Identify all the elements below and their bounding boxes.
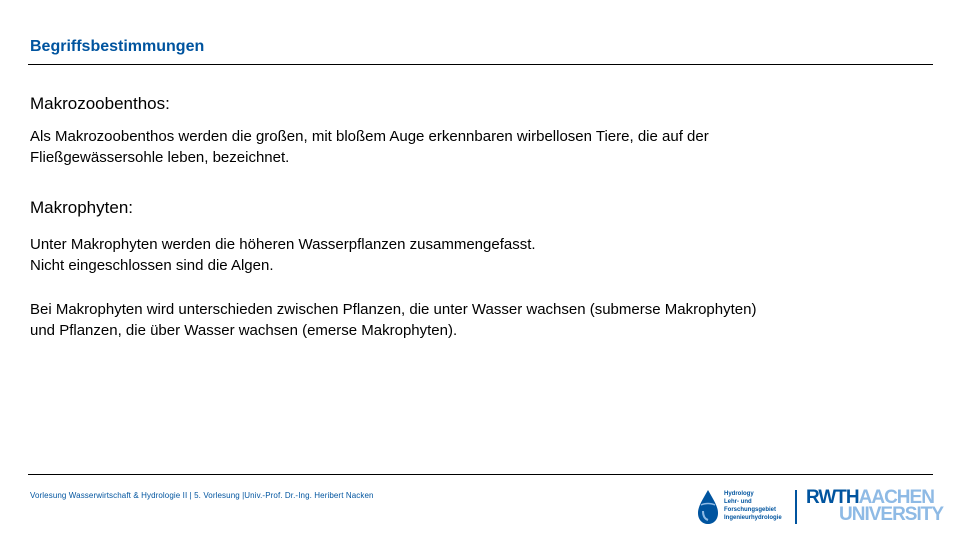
paragraph-line: Unter Makrophyten werden die höheren Wasserpflanzen zusammengefasst. xyxy=(30,236,536,253)
hydro-logo-line: Ingenieurhydrologie xyxy=(724,515,782,521)
hydro-logo-line: Lehr- und xyxy=(724,499,752,505)
paragraph-line: Als Makrozoobenthos werden die großen, mit bloßem Auge erkennbaren wirbellosen Tiere, die auf der xyxy=(30,128,709,145)
paragraph-line: Fließgewässersohle leben, bezeichnet. xyxy=(30,149,290,166)
paragraph-line: Bei Makrophyten wird unterschieden zwischen Pflanzen, die unter Wasser wachsen (submerse Makrophyten) xyxy=(30,301,757,318)
slide-title: Begriffsbestimmungen xyxy=(30,38,205,55)
rwth-logo-aachen: AACHEN xyxy=(858,487,934,508)
rwth-logo-rwth: RWTH xyxy=(806,487,859,508)
footer-divider xyxy=(28,474,933,475)
logo-divider xyxy=(795,490,797,524)
water-drop-icon xyxy=(697,489,719,525)
rwth-logo xyxy=(806,487,944,525)
section-paragraph xyxy=(30,126,930,168)
header-divider xyxy=(28,64,933,65)
hydro-logo-line: Hydrology xyxy=(724,491,754,497)
section-heading: Makrophyten: xyxy=(30,198,133,217)
footer-text: Vorlesung Wasserwirtschaft & Hydrologie II | 5. Vorlesung |Univ.-Prof. Dr.-Ing. Heribert Nacken xyxy=(30,491,374,500)
section-paragraph xyxy=(30,234,930,276)
rwth-logo-university: UNIVERSITY xyxy=(839,504,944,525)
paragraph-line: und Pflanzen, die über Wasser wachsen (emerse Makrophyten). xyxy=(30,322,458,339)
hydrology-logo xyxy=(697,487,787,527)
paragraph-line: Nicht eingeschlossen sind die Algen. xyxy=(30,257,274,274)
hydro-logo-line: Forschungsgebiet xyxy=(724,507,777,513)
section-paragraph xyxy=(30,299,930,341)
section-makrozoobenthos xyxy=(30,94,930,114)
section-heading: Makrozoobenthos: xyxy=(30,94,170,113)
section-makrophyten xyxy=(30,198,930,218)
